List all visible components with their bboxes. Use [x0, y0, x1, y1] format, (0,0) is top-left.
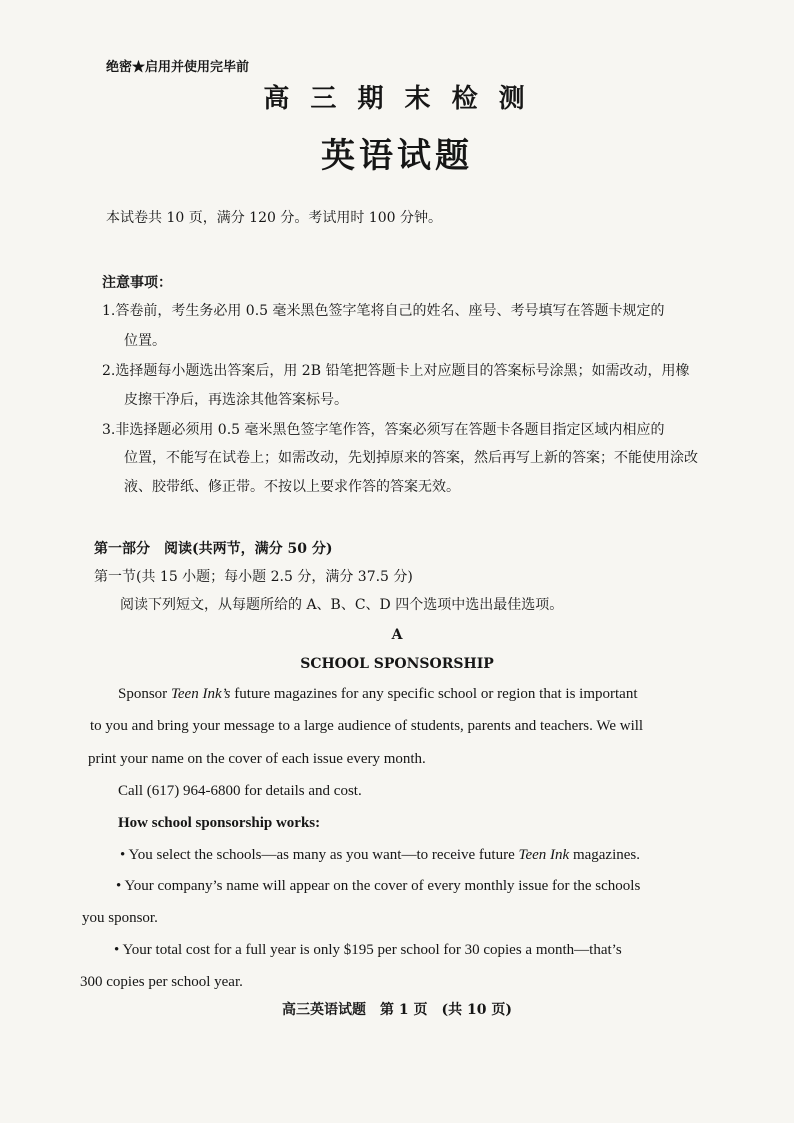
bullet-item: • Your company’s name will appear on the cover of every monthly issue for the schools	[116, 878, 641, 894]
bullet-continuation: you sponsor.	[82, 910, 158, 926]
subheading: How school sponsorship works:	[118, 815, 321, 831]
notice-line: 位置，不能写在试卷上；如需改动，先划掉原来的答案，然后再写上新的答案；不能使用涂改	[124, 450, 698, 466]
notice-line: 皮擦干净后，再选涂其他答案标号。	[124, 392, 348, 408]
exam-intro: 本试卷共 10 页，满分 120 分。考试用时 100 分钟。	[106, 210, 442, 226]
passage-paragraph-line	[118, 686, 638, 703]
notice-line: 位置。	[124, 333, 166, 349]
magazine-name: Teen Ink	[518, 847, 570, 863]
page-footer: 高三英语试题 第 1 页 (共 10 页)	[282, 1002, 512, 1018]
text-span: future magazines for any specific school or region that is important	[230, 686, 638, 702]
part-title: 第一部分 阅读(共两节，满分 50 分)	[94, 541, 333, 557]
passage-paragraph-line: print your name on the cover of each issue every month.	[88, 751, 426, 767]
notice-line: 3.非选择题必须用 0.5 毫米黑色签字笔作答，答案必须写在答题卡各题目指定区域内相应的	[102, 422, 665, 438]
text-span: Sponsor	[118, 686, 171, 702]
bullet-item: • Your total cost for a full year is only $195 per school for 30 copies a month—that’s	[114, 942, 622, 958]
magazine-name: Teen Ink’s	[170, 686, 231, 702]
section-title: 第一节(共 15 小题；每小题 2.5 分，满分 37.5 分)	[94, 569, 413, 585]
section-instruction: 阅读下列短文，从每题所给的 A、B、C、D 四个选项中选出最佳选项。	[120, 597, 564, 613]
passage-title: SCHOOL SPONSORSHIP	[300, 656, 494, 672]
notice-line: 1.答卷前，考生务必用 0.5 毫米黑色签字笔将自己的姓名、座号、考号填写在答题卡规定的	[102, 303, 665, 319]
passage-letter: A	[391, 627, 403, 643]
notice-line: 2.选择题每小题选出答案后，用 2B 铅笔把答题卡上对应题目的答案标号涂黑；如需改动，用橡	[102, 363, 690, 379]
exam-title: 高 三 期 末 检 测	[263, 84, 531, 114]
subject-title: 英语试题	[321, 136, 473, 176]
passage-paragraph-line: to you and bring your message to a large audience of students, parents and teachers. We will	[90, 718, 644, 734]
contact-line: Call (617) 964-6800 for details and cost.	[118, 783, 362, 799]
text-span: • You select the schools—as many as you want—to receive future	[120, 847, 519, 863]
notice-title: 注意事项：	[102, 275, 172, 291]
notice-line: 液、胶带纸、修正带。不按以上要求作答的答案无效。	[124, 479, 460, 495]
bullet-continuation: 300 copies per school year.	[80, 974, 243, 990]
bullet-item	[120, 847, 640, 864]
text-span: magazines.	[569, 847, 640, 863]
confidential-label: 绝密★启用并使用完毕前	[106, 60, 250, 75]
